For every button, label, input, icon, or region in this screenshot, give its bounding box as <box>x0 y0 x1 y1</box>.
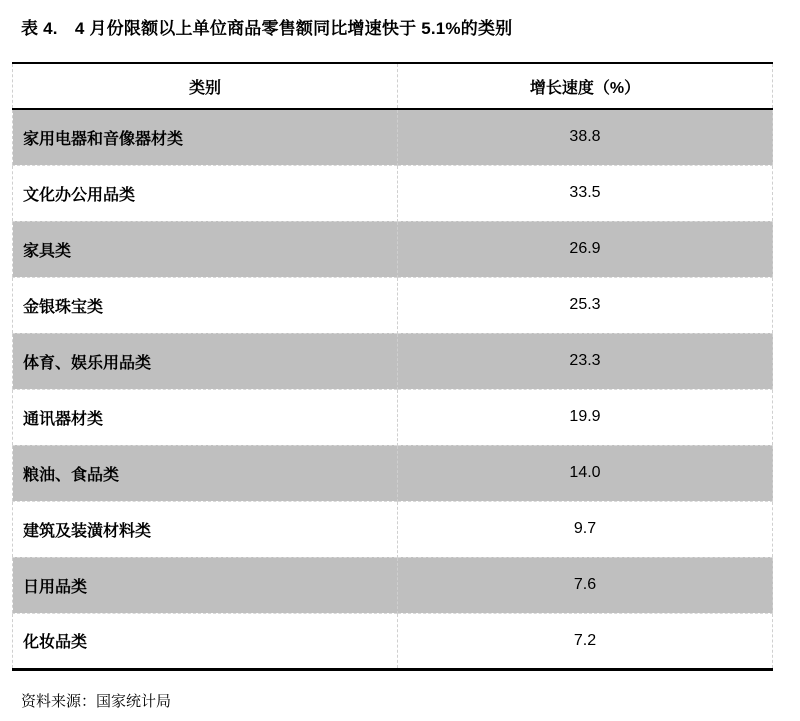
column-header-category: 类别 <box>13 63 398 109</box>
table-row <box>13 389 773 445</box>
value-cell: 7.6 <box>398 557 773 613</box>
category-cell: 日用品类 <box>13 557 398 613</box>
table-row <box>13 445 773 501</box>
category-cell: 通讯器材类 <box>13 389 398 445</box>
value-cell: 25.3 <box>398 277 773 333</box>
table-row <box>13 165 773 221</box>
value-cell: 38.8 <box>398 109 773 165</box>
table-header <box>13 63 773 109</box>
table-row <box>13 109 773 165</box>
table-row <box>13 613 773 669</box>
category-cell: 家具类 <box>13 221 398 277</box>
value-cell: 9.7 <box>398 501 773 557</box>
table-row <box>13 221 773 277</box>
report-page <box>0 14 800 721</box>
table-row <box>13 277 773 333</box>
category-cell: 家用电器和音像器材类 <box>13 109 398 165</box>
category-cell: 粮油、食品类 <box>13 445 398 501</box>
page-title: 表 4. 4 月份限额以上单位商品零售额同比增速快于 5.1%的类别 <box>21 19 513 38</box>
value-cell: 14.0 <box>398 445 773 501</box>
table-row <box>13 501 773 557</box>
table-row <box>13 333 773 389</box>
category-cell: 文化办公用品类 <box>13 165 398 221</box>
value-cell: 23.3 <box>398 333 773 389</box>
table-body <box>13 109 773 669</box>
growth-table <box>12 62 773 671</box>
value-cell: 19.9 <box>398 389 773 445</box>
category-cell: 体育、娱乐用品类 <box>13 333 398 389</box>
category-cell: 建筑及装潢材料类 <box>13 501 398 557</box>
table-row <box>13 557 773 613</box>
column-header-growth-rate: 增长速度（%） <box>398 63 773 109</box>
value-cell: 7.2 <box>398 613 773 669</box>
category-cell: 化妆品类 <box>13 613 398 669</box>
header-row <box>13 63 773 109</box>
category-cell: 金银珠宝类 <box>13 277 398 333</box>
value-cell: 26.9 <box>398 221 773 277</box>
value-cell: 33.5 <box>398 165 773 221</box>
source-note: 资料来源：国家统计局 <box>21 692 172 710</box>
